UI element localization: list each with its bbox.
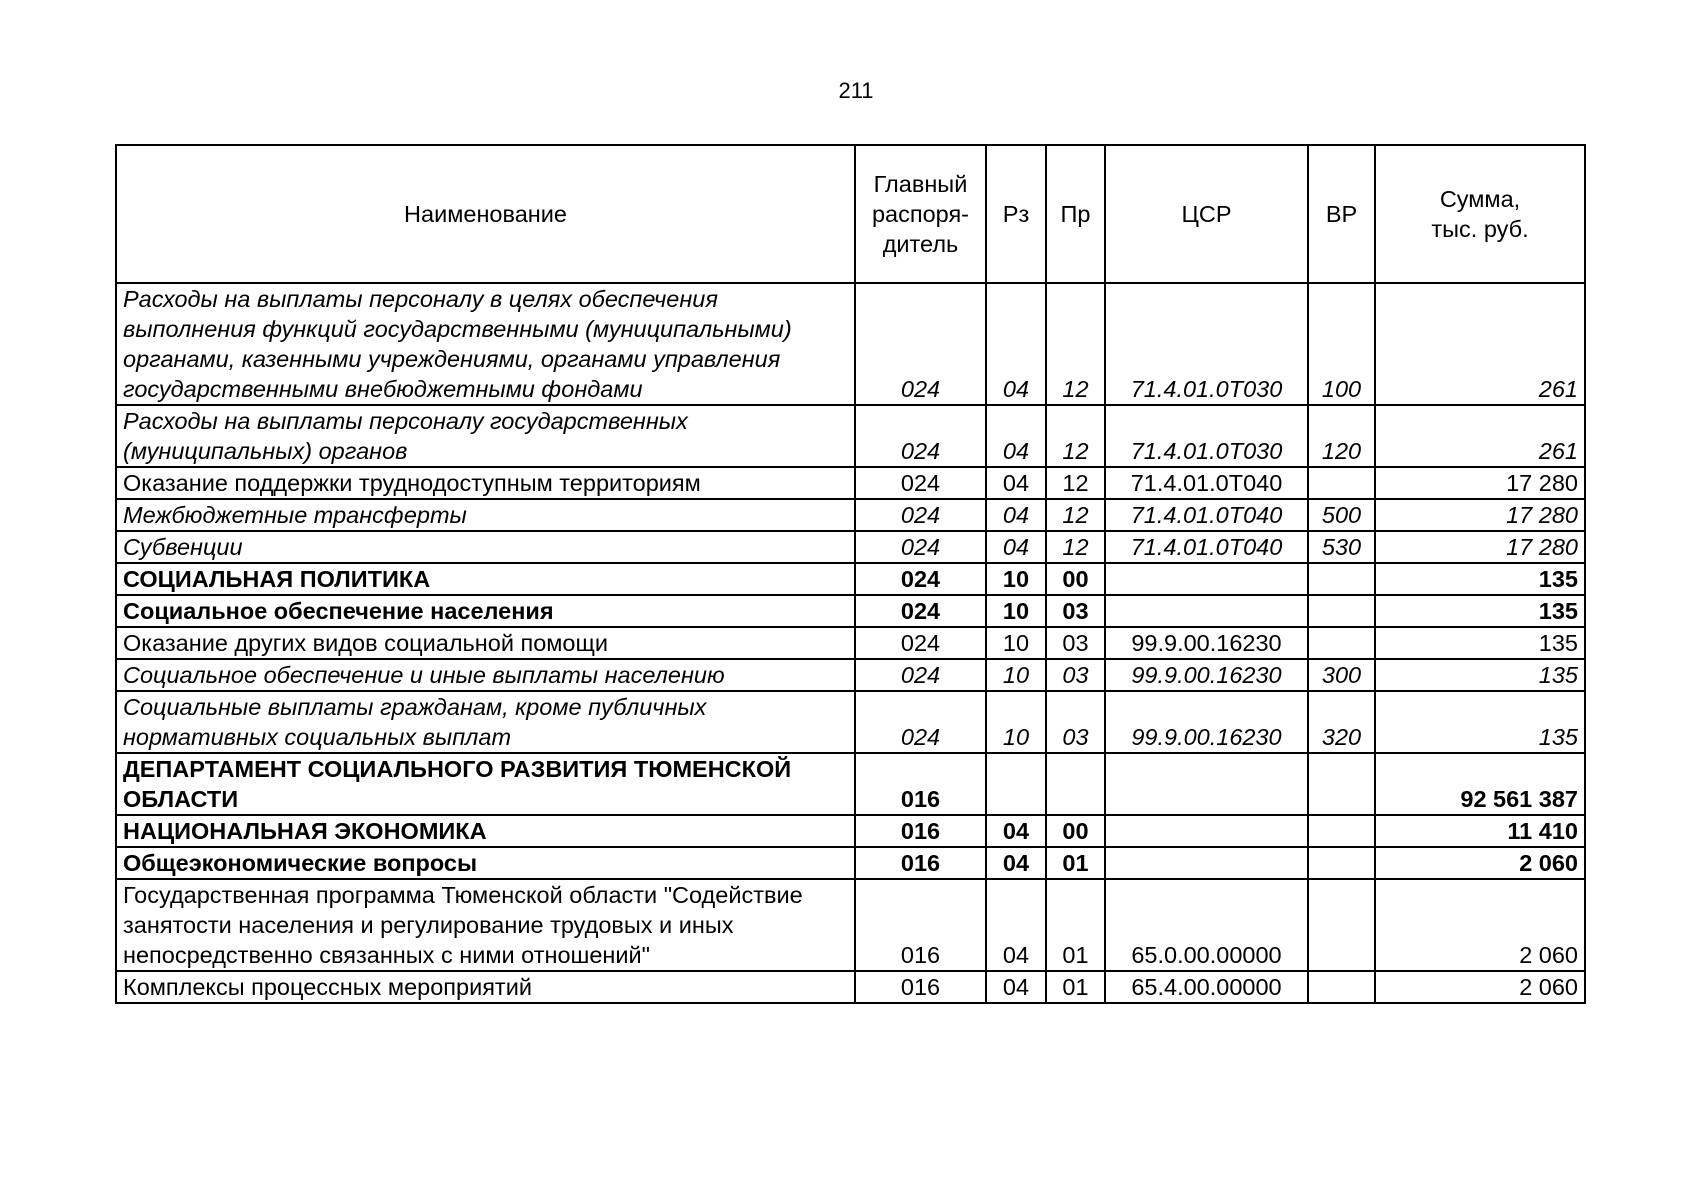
row-target-article-cell <box>1105 847 1308 879</box>
row-expense-type-cell: 100 <box>1308 283 1375 405</box>
row-section-cell: 04 <box>986 815 1046 847</box>
row-expense-type-cell <box>1308 595 1375 627</box>
row-name-cell: СОЦИАЛЬНАЯ ПОЛИТИКА <box>116 563 855 595</box>
row-expense-type-cell: 300 <box>1308 659 1375 691</box>
row-target-article-cell: 65.4.00.00000 <box>1105 971 1308 1003</box>
row-amount-cell: 261 <box>1375 283 1585 405</box>
row-section-cell: 04 <box>986 499 1046 531</box>
header-amount <box>1375 145 1585 283</box>
header-expense-type: ВР <box>1308 145 1375 283</box>
row-target-article-cell <box>1105 563 1308 595</box>
row-target-article-cell <box>1105 815 1308 847</box>
row-subsection-cell: 01 <box>1046 971 1105 1003</box>
header-subsection: Пр <box>1046 145 1105 283</box>
row-section-cell <box>986 753 1046 815</box>
row-expense-type-cell <box>1308 467 1375 499</box>
row-subsection-cell: 03 <box>1046 627 1105 659</box>
row-target-article-cell: 99.9.00.16230 <box>1105 627 1308 659</box>
row-amount-cell: 135 <box>1375 563 1585 595</box>
header-main-manager-line: дитель <box>882 231 959 257</box>
row-amount-cell: 17 280 <box>1375 531 1585 563</box>
table-row <box>116 691 1585 753</box>
row-amount-cell: 11 410 <box>1375 815 1585 847</box>
row-amount-cell: 2 060 <box>1375 879 1585 971</box>
row-main-manager-cell: 024 <box>855 659 986 691</box>
budget-table <box>115 144 1586 1004</box>
row-amount-cell: 135 <box>1375 627 1585 659</box>
row-name-cell: Оказание других видов социальной помощи <box>116 627 855 659</box>
row-section-cell: 10 <box>986 627 1046 659</box>
row-subsection-cell: 12 <box>1046 405 1105 467</box>
row-section-cell: 10 <box>986 691 1046 753</box>
row-name-cell: Расходы на выплаты персоналу в целях обеспечения выполнения функций государственными (муниципальными) органами, казенными учреждениями, органами управления государственными внебюджетными фондами <box>116 283 855 405</box>
row-main-manager-cell: 024 <box>855 563 986 595</box>
row-expense-type-cell <box>1308 563 1375 595</box>
row-amount-cell: 2 060 <box>1375 847 1585 879</box>
row-section-cell: 04 <box>986 847 1046 879</box>
row-name-cell: Общеэкономические вопросы <box>116 847 855 879</box>
table-row <box>116 971 1585 1003</box>
row-expense-type-cell <box>1308 627 1375 659</box>
row-main-manager-cell: 024 <box>855 691 986 753</box>
row-section-cell: 04 <box>986 531 1046 563</box>
row-expense-type-cell <box>1308 815 1375 847</box>
row-section-cell: 04 <box>986 879 1046 971</box>
row-main-manager-cell: 016 <box>855 753 986 815</box>
table-header-row <box>116 145 1585 283</box>
row-subsection-cell: 03 <box>1046 691 1105 753</box>
row-section-cell: 04 <box>986 283 1046 405</box>
row-expense-type-cell: 500 <box>1308 499 1375 531</box>
row-amount-cell: 17 280 <box>1375 499 1585 531</box>
row-subsection-cell: 03 <box>1046 659 1105 691</box>
row-amount-cell: 135 <box>1375 691 1585 753</box>
row-subsection-cell: 12 <box>1046 499 1105 531</box>
row-name-cell: Межбюджетные трансферты <box>116 499 855 531</box>
row-section-cell: 10 <box>986 563 1046 595</box>
row-main-manager-cell: 024 <box>855 627 986 659</box>
row-section-cell: 10 <box>986 659 1046 691</box>
row-main-manager-cell: 024 <box>855 531 986 563</box>
row-target-article-cell: 99.9.00.16230 <box>1105 691 1308 753</box>
table-row <box>116 283 1585 405</box>
table-row <box>116 531 1585 563</box>
header-amount-line: тыс. руб. <box>1431 216 1529 242</box>
row-name-cell: Субвенции <box>116 531 855 563</box>
row-subsection-cell: 00 <box>1046 815 1105 847</box>
header-main-manager-line: Главный <box>873 171 968 197</box>
row-target-article-cell <box>1105 753 1308 815</box>
row-name-cell: Комплексы процессных мероприятий <box>116 971 855 1003</box>
row-name-cell: Социальные выплаты гражданам, кроме публичных нормативных социальных выплат <box>116 691 855 753</box>
row-name-cell: ДЕПАРТАМЕНТ СОЦИАЛЬНОГО РАЗВИТИЯ ТЮМЕНСКОЙ ОБЛАСТИ <box>116 753 855 815</box>
row-expense-type-cell <box>1308 847 1375 879</box>
row-expense-type-cell: 320 <box>1308 691 1375 753</box>
row-expense-type-cell <box>1308 753 1375 815</box>
row-name-cell: Социальное обеспечение и иные выплаты населению <box>116 659 855 691</box>
row-subsection-cell: 12 <box>1046 283 1105 405</box>
table-row <box>116 847 1585 879</box>
row-main-manager-cell: 024 <box>855 283 986 405</box>
row-section-cell: 04 <box>986 405 1046 467</box>
row-main-manager-cell: 024 <box>855 499 986 531</box>
table-row <box>116 467 1585 499</box>
row-subsection-cell: 01 <box>1046 847 1105 879</box>
row-main-manager-cell: 016 <box>855 847 986 879</box>
row-amount-cell: 135 <box>1375 659 1585 691</box>
row-main-manager-cell: 024 <box>855 467 986 499</box>
row-section-cell: 04 <box>986 971 1046 1003</box>
row-expense-type-cell: 530 <box>1308 531 1375 563</box>
table-row <box>116 659 1585 691</box>
table-row <box>116 627 1585 659</box>
row-target-article-cell: 99.9.00.16230 <box>1105 659 1308 691</box>
page-number: 211 <box>838 78 874 103</box>
table-row <box>116 595 1585 627</box>
header-main-manager-line: распоря- <box>871 201 970 227</box>
row-target-article-cell: 71.4.01.0Т030 <box>1105 405 1308 467</box>
header-name: Наименование <box>116 145 855 283</box>
row-target-article-cell: 71.4.01.0Т030 <box>1105 283 1308 405</box>
row-main-manager-cell: 016 <box>855 879 986 971</box>
row-target-article-cell: 71.4.01.0Т040 <box>1105 467 1308 499</box>
row-amount-cell: 135 <box>1375 595 1585 627</box>
table-row <box>116 405 1585 467</box>
row-name-cell: Социальное обеспечение населения <box>116 595 855 627</box>
table-row <box>116 753 1585 815</box>
header-target-article: ЦСР <box>1105 145 1308 283</box>
row-target-article-cell: 65.0.00.00000 <box>1105 879 1308 971</box>
table-row <box>116 879 1585 971</box>
row-subsection-cell: 12 <box>1046 467 1105 499</box>
row-amount-cell: 17 280 <box>1375 467 1585 499</box>
row-name-cell: Оказание поддержки труднодоступным территориям <box>116 467 855 499</box>
header-section: Рз <box>986 145 1046 283</box>
header-amount-line: Сумма, <box>1439 186 1521 212</box>
table-row <box>116 563 1585 595</box>
row-main-manager-cell: 024 <box>855 595 986 627</box>
row-main-manager-cell: 016 <box>855 971 986 1003</box>
row-main-manager-cell: 024 <box>855 405 986 467</box>
row-target-article-cell: 71.4.01.0Т040 <box>1105 499 1308 531</box>
row-name-cell: НАЦИОНАЛЬНАЯ ЭКОНОМИКА <box>116 815 855 847</box>
row-amount-cell: 92 561 387 <box>1375 753 1585 815</box>
row-section-cell: 10 <box>986 595 1046 627</box>
table-row <box>116 499 1585 531</box>
row-main-manager-cell: 016 <box>855 815 986 847</box>
row-name-cell: Расходы на выплаты персоналу государственных (муниципальных) органов <box>116 405 855 467</box>
row-target-article-cell: 71.4.01.0Т040 <box>1105 531 1308 563</box>
row-subsection-cell: 00 <box>1046 563 1105 595</box>
table-row <box>116 815 1585 847</box>
row-subsection-cell: 12 <box>1046 531 1105 563</box>
row-subsection-cell: 03 <box>1046 595 1105 627</box>
row-amount-cell: 261 <box>1375 405 1585 467</box>
row-subsection-cell: 01 <box>1046 879 1105 971</box>
header-main-manager <box>855 145 986 283</box>
row-name-cell: Государственная программа Тюменской области "Содействие занятости населения и регулирование трудовых и иных непосредственно связанных с ними отношений" <box>116 879 855 971</box>
row-amount-cell: 2 060 <box>1375 971 1585 1003</box>
row-expense-type-cell <box>1308 879 1375 971</box>
row-subsection-cell <box>1046 753 1105 815</box>
row-section-cell: 04 <box>986 467 1046 499</box>
row-expense-type-cell: 120 <box>1308 405 1375 467</box>
row-target-article-cell <box>1105 595 1308 627</box>
row-expense-type-cell <box>1308 971 1375 1003</box>
